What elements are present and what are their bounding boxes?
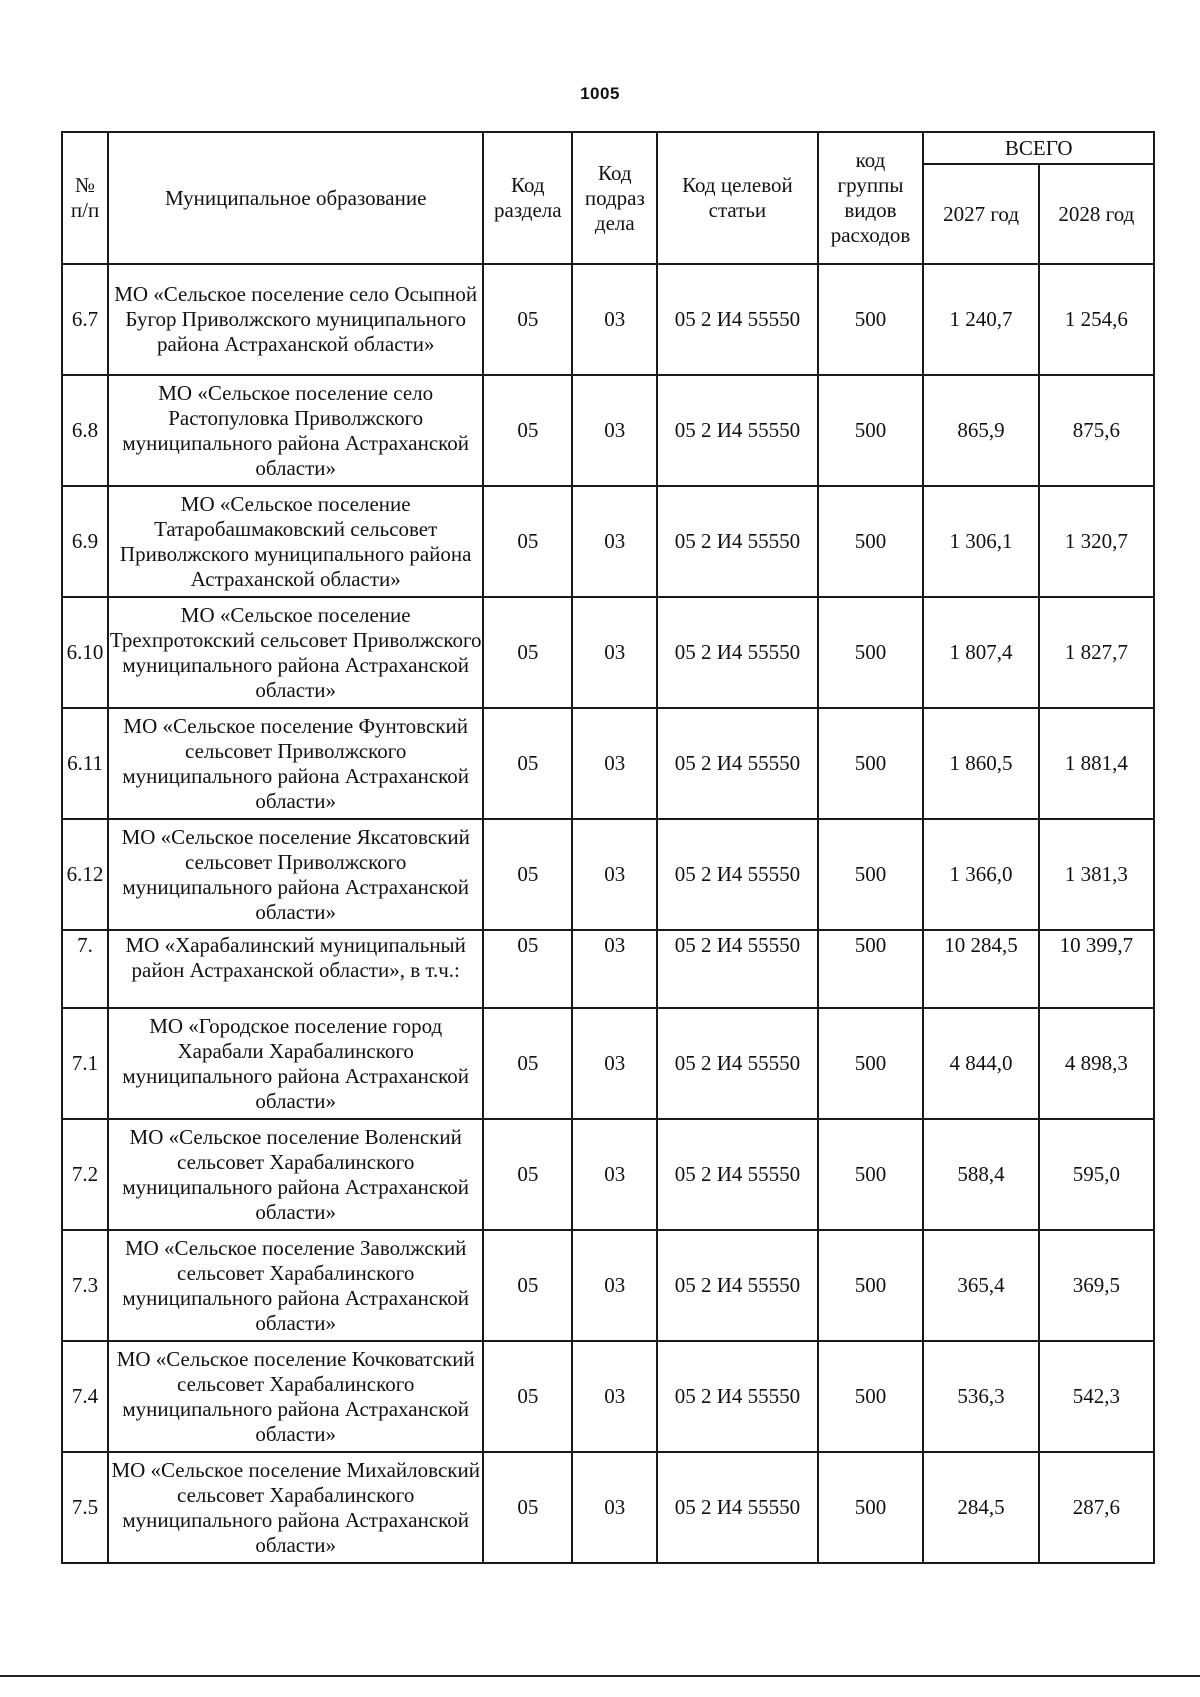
row-num-cell: 7.2	[62, 1119, 108, 1230]
row-amount-2027-cell: 1 807,4	[923, 597, 1038, 708]
row-subsection-code-cell: 03	[572, 708, 657, 819]
row-amount-2027-cell: 284,5	[923, 1452, 1038, 1563]
table-row	[62, 375, 1154, 486]
row-amount-2027-cell: 10 284,5	[923, 930, 1038, 1008]
row-municipality-cell: МО «Сельское поселение Яксатовский сельсовет Приволжского муниципального района Астраханской области»	[108, 819, 483, 930]
row-num-cell: 6.9	[62, 486, 108, 597]
row-municipality-cell: МО «Сельское поселение Трехпротокский сельсовет Приволжского муниципального района Астраханской области»	[108, 597, 483, 708]
row-subsection-code-cell: 03	[572, 1119, 657, 1230]
row-expense-group-cell: 500	[818, 708, 924, 819]
row-amount-2028-cell: 1 381,3	[1039, 819, 1154, 930]
row-num-cell: 6.12	[62, 819, 108, 930]
row-num-cell: 7.5	[62, 1452, 108, 1563]
row-amount-2028-cell: 369,5	[1039, 1230, 1154, 1341]
row-amount-2028-cell: 1 881,4	[1039, 708, 1154, 819]
row-amount-2027-cell: 536,3	[923, 1341, 1038, 1452]
row-target-code-cell: 05 2 И4 55550	[657, 1008, 817, 1119]
row-target-code-cell: 05 2 И4 55550	[657, 486, 817, 597]
row-municipality-cell: МО «Сельское поселение Михайловский сельсовет Харабалинского муниципального района Астраханской области»	[108, 1452, 483, 1563]
header-target-code: Код целевой статьи	[657, 132, 817, 264]
row-amount-2027-cell: 365,4	[923, 1230, 1038, 1341]
row-amount-2028-cell: 875,6	[1039, 375, 1154, 486]
table-body	[62, 264, 1154, 1563]
row-target-code-cell: 05 2 И4 55550	[657, 1341, 817, 1452]
row-target-code-cell: 05 2 И4 55550	[657, 708, 817, 819]
row-target-code-cell: 05 2 И4 55550	[657, 375, 817, 486]
row-expense-group-cell: 500	[818, 930, 924, 1008]
row-section-code-cell: 05	[483, 1341, 572, 1452]
table-row	[62, 597, 1154, 708]
row-num-cell: 6.7	[62, 264, 108, 375]
table-row	[62, 708, 1154, 819]
row-amount-2027-cell: 588,4	[923, 1119, 1038, 1230]
budget-table	[61, 131, 1155, 1564]
row-expense-group-cell: 500	[818, 375, 924, 486]
row-amount-2027-cell: 1 306,1	[923, 486, 1038, 597]
row-expense-group-cell: 500	[818, 1452, 924, 1563]
row-expense-group-cell: 500	[818, 1008, 924, 1119]
header-year-2028: 2028 год	[1039, 164, 1154, 264]
header-num: № п/п	[62, 132, 108, 264]
row-subsection-code-cell: 03	[572, 1341, 657, 1452]
row-amount-2028-cell: 4 898,3	[1039, 1008, 1154, 1119]
row-target-code-cell: 05 2 И4 55550	[657, 1452, 817, 1563]
row-subsection-code-cell: 03	[572, 1230, 657, 1341]
row-section-code-cell: 05	[483, 486, 572, 597]
row-num-cell: 7.	[62, 930, 108, 1008]
header-year-2027: 2027 год	[923, 164, 1038, 264]
row-section-code-cell: 05	[483, 1230, 572, 1341]
row-section-code-cell: 05	[483, 264, 572, 375]
row-num-cell: 6.11	[62, 708, 108, 819]
row-municipality-cell: МО «Харабалинский муниципальный район Астраханской области», в т.ч.:	[108, 930, 483, 1008]
row-num-cell: 7.1	[62, 1008, 108, 1119]
row-expense-group-cell: 500	[818, 1119, 924, 1230]
row-amount-2028-cell: 1 254,6	[1039, 264, 1154, 375]
table-row	[62, 930, 1154, 1008]
row-amount-2028-cell: 595,0	[1039, 1119, 1154, 1230]
row-amount-2028-cell: 10 399,7	[1039, 930, 1154, 1008]
row-subsection-code-cell: 03	[572, 264, 657, 375]
row-subsection-code-cell: 03	[572, 1452, 657, 1563]
row-section-code-cell: 05	[483, 597, 572, 708]
table-header	[62, 132, 1154, 264]
row-subsection-code-cell: 03	[572, 930, 657, 1008]
header-expense-group-code: код группы видов расходов	[818, 132, 924, 264]
footer-divider	[0, 1675, 1200, 1677]
row-num-cell: 7.3	[62, 1230, 108, 1341]
row-municipality-cell: МО «Сельское поселение Заволжский сельсовет Харабалинского муниципального района Астраханской области»	[108, 1230, 483, 1341]
table-row	[62, 819, 1154, 930]
row-amount-2027-cell: 4 844,0	[923, 1008, 1038, 1119]
row-expense-group-cell: 500	[818, 264, 924, 375]
row-subsection-code-cell: 03	[572, 597, 657, 708]
row-expense-group-cell: 500	[818, 597, 924, 708]
row-section-code-cell: 05	[483, 1119, 572, 1230]
header-municipality: Муниципальное образование	[108, 132, 483, 264]
table-row	[62, 1008, 1154, 1119]
page-number: 1005	[580, 84, 620, 103]
row-target-code-cell: 05 2 И4 55550	[657, 1230, 817, 1341]
row-subsection-code-cell: 03	[572, 1008, 657, 1119]
header-subsection-code: Код подраз дела	[572, 132, 657, 264]
row-expense-group-cell: 500	[818, 1341, 924, 1452]
row-subsection-code-cell: 03	[572, 375, 657, 486]
row-amount-2027-cell: 1 366,0	[923, 819, 1038, 930]
row-municipality-cell: МО «Городское поселение город Харабали Харабалинского муниципального района Астраханской области»	[108, 1008, 483, 1119]
row-section-code-cell: 05	[483, 1452, 572, 1563]
row-amount-2028-cell: 542,3	[1039, 1341, 1154, 1452]
table-row	[62, 1341, 1154, 1452]
row-section-code-cell: 05	[483, 930, 572, 1008]
table-row	[62, 1230, 1154, 1341]
row-num-cell: 7.4	[62, 1341, 108, 1452]
row-target-code-cell: 05 2 И4 55550	[657, 819, 817, 930]
table-row	[62, 1452, 1154, 1563]
row-subsection-code-cell: 03	[572, 819, 657, 930]
table-row	[62, 1119, 1154, 1230]
row-num-cell: 6.8	[62, 375, 108, 486]
header-total: ВСЕГО	[923, 132, 1154, 164]
row-municipality-cell: МО «Сельское поселение Фунтовский сельсовет Приволжского муниципального района Астраханской области»	[108, 708, 483, 819]
row-section-code-cell: 05	[483, 1008, 572, 1119]
row-municipality-cell: МО «Сельское поселение Кочковатский сельсовет Харабалинского муниципального района Астраханской области»	[108, 1341, 483, 1452]
row-expense-group-cell: 500	[818, 819, 924, 930]
row-amount-2027-cell: 1 860,5	[923, 708, 1038, 819]
row-municipality-cell: МО «Сельское поселение село Растопуловка Приволжского муниципального района Астраханской области»	[108, 375, 483, 486]
row-target-code-cell: 05 2 И4 55550	[657, 264, 817, 375]
row-municipality-cell: МО «Сельское поселение Татаробашмаковский сельсовет Приволжского муниципального района Астраханской области»	[108, 486, 483, 597]
row-municipality-cell: МО «Сельское поселение Воленский сельсовет Харабалинского муниципального района Астраханской области»	[108, 1119, 483, 1230]
row-target-code-cell: 05 2 И4 55550	[657, 930, 817, 1008]
row-amount-2027-cell: 1 240,7	[923, 264, 1038, 375]
row-subsection-code-cell: 03	[572, 486, 657, 597]
row-section-code-cell: 05	[483, 375, 572, 486]
row-amount-2028-cell: 1 320,7	[1039, 486, 1154, 597]
table-row	[62, 264, 1154, 375]
table-row	[62, 486, 1154, 597]
row-num-cell: 6.10	[62, 597, 108, 708]
row-section-code-cell: 05	[483, 819, 572, 930]
row-section-code-cell: 05	[483, 708, 572, 819]
row-amount-2027-cell: 865,9	[923, 375, 1038, 486]
row-amount-2028-cell: 1 827,7	[1039, 597, 1154, 708]
row-expense-group-cell: 500	[818, 486, 924, 597]
header-section-code: Код раздела	[483, 132, 572, 264]
row-expense-group-cell: 500	[818, 1230, 924, 1341]
row-target-code-cell: 05 2 И4 55550	[657, 1119, 817, 1230]
row-municipality-cell: МО «Сельское поселение село Осыпной Бугор Приволжского муниципального района Астраханской области»	[108, 264, 483, 375]
row-amount-2028-cell: 287,6	[1039, 1452, 1154, 1563]
row-target-code-cell: 05 2 И4 55550	[657, 597, 817, 708]
